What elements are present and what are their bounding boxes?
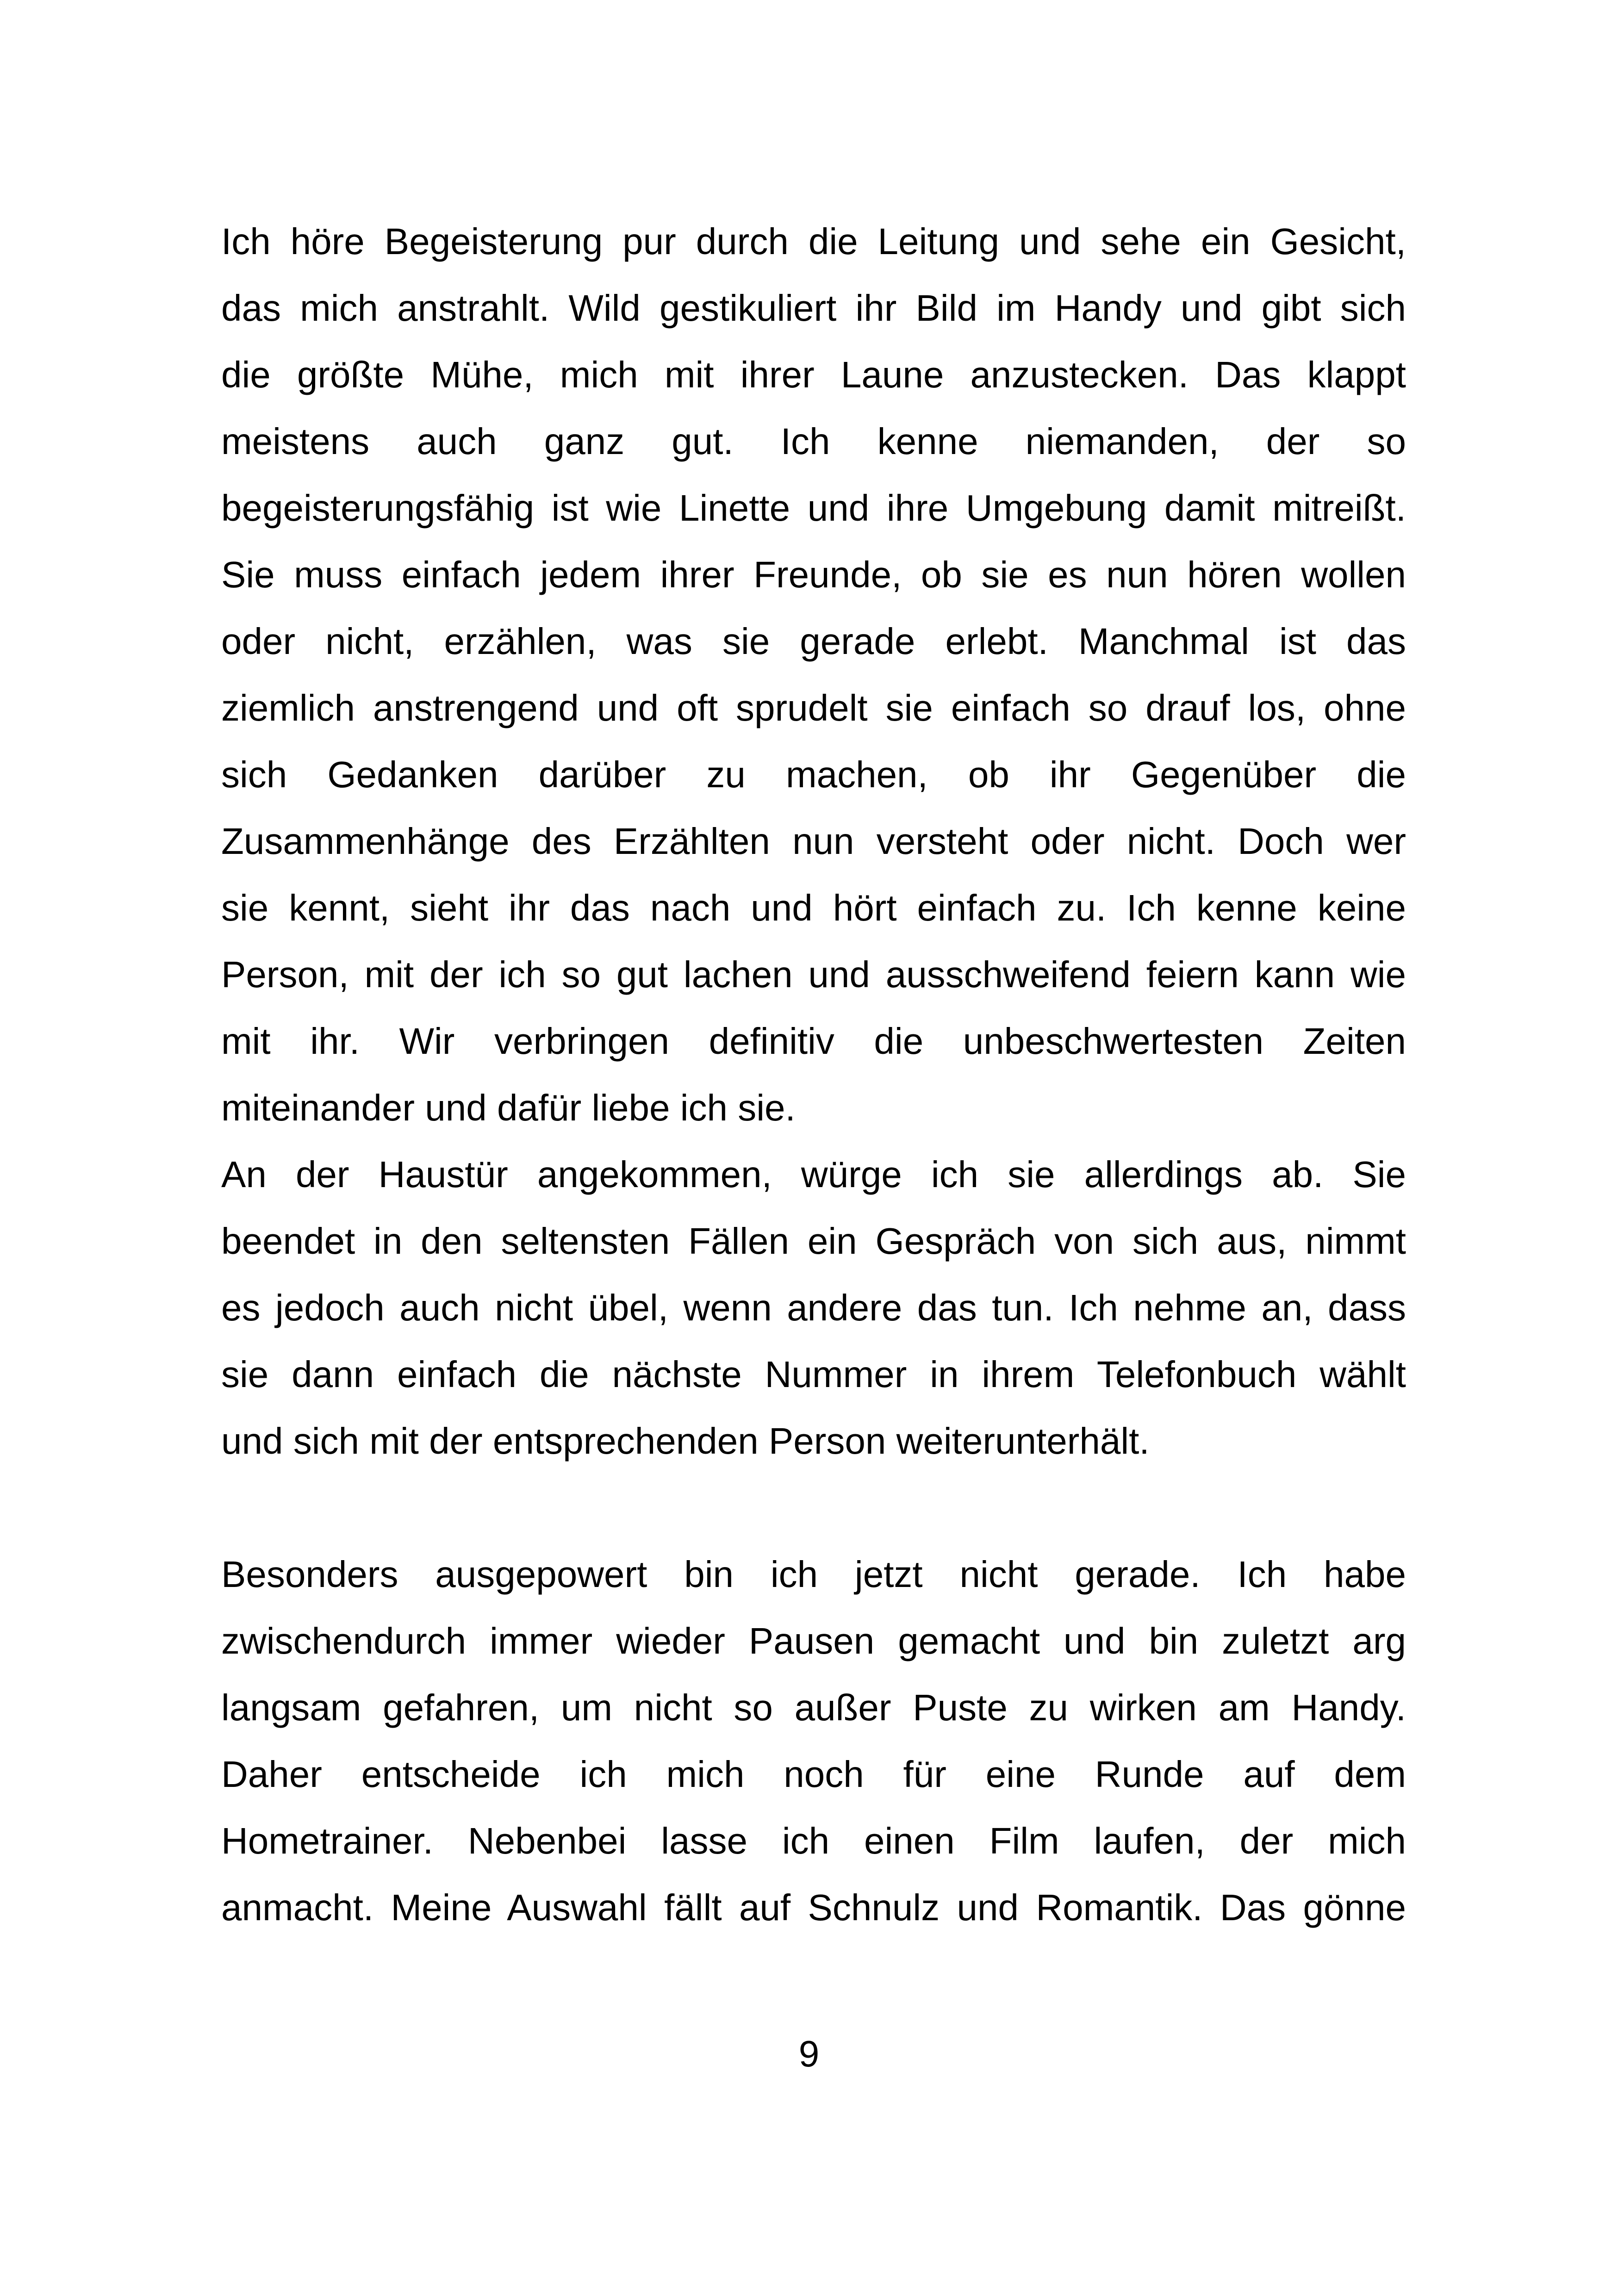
text-line: Hometrainer. Nebenbei lasse ich einen Film laufen, der mich [221,1820,1406,1861]
text-line: sie kennt, sieht ihr das nach und hört einfach zu. Ich kenne keine [221,887,1406,928]
text-line: Besonders ausgepowert bin ich jetzt nicht gerade. Ich habe [221,1554,1406,1595]
text-line: Zusammenhänge des Erzählten nun versteht oder nicht. Doch wer [221,821,1406,862]
text-line: sie dann einfach die nächste Nummer in ihrem Telefonbuch wählt [221,1354,1406,1395]
text-line: beendet in den seltensten Fällen ein Gespräch von sich aus, nimmt [221,1220,1406,1262]
text-line: mit ihr. Wir verbringen definitiv die unbeschwertesten Zeiten [221,1020,1406,1062]
text-line: miteinander und dafür liebe ich sie. [221,1087,796,1128]
text-line: begeisterungsfähig ist wie Linette und ihre Umgebung damit mitreißt. [221,487,1406,529]
body-text [221,208,1406,1941]
text-line: oder nicht, erzählen, was sie gerade erlebt. Manchmal ist das [221,621,1406,662]
text-line: Sie muss einfach jedem ihrer Freunde, ob sie es nun hören wollen [221,554,1406,595]
paragraph-spacer [221,1475,1406,1541]
paragraph-2 [221,1141,1406,1475]
text-line: langsam gefahren, um nicht so außer Puste zu wirken am Handy. [221,1687,1406,1728]
text-line: sich Gedanken darüber zu machen, ob ihr Gegenüber die [221,754,1406,795]
text-line: zwischendurch immer wieder Pausen gemacht und bin zuletzt arg [221,1620,1406,1661]
text-line: es jedoch auch nicht übel, wenn andere das tun. Ich nehme an, dass [221,1287,1406,1328]
paragraph-1 [221,208,1406,1141]
text-line: meistens auch ganz gut. Ich kenne niemanden, der so [221,421,1406,462]
text-line: und sich mit der entsprechenden Person weiterunterhält. [221,1420,1150,1462]
page-number: 9 [798,2033,820,2074]
text-line: anmacht. Meine Auswahl fällt auf Schnulz und Romantik. Das gönne [221,1887,1406,1928]
paragraph-3 [221,1541,1406,1941]
text-line: Ich höre Begeisterung pur durch die Leitung und sehe ein Gesicht, [221,221,1406,262]
text-line: das mich anstrahlt. Wild gestikuliert ihr Bild im Handy und gibt sich [221,287,1406,329]
text-line: An der Haustür angekommen, würge ich sie allerdings ab. Sie [221,1154,1406,1195]
text-line: die größte Mühe, mich mit ihrer Laune anzustecken. Das klappt [221,354,1406,395]
text-line: Daher entscheide ich mich noch für eine Runde auf dem [221,1754,1406,1795]
text-line: Person, mit der ich so gut lachen und ausschweifend feiern kann wie [221,954,1406,995]
text-line: ziemlich anstrengend und oft sprudelt sie einfach so drauf los, ohne [221,687,1406,728]
